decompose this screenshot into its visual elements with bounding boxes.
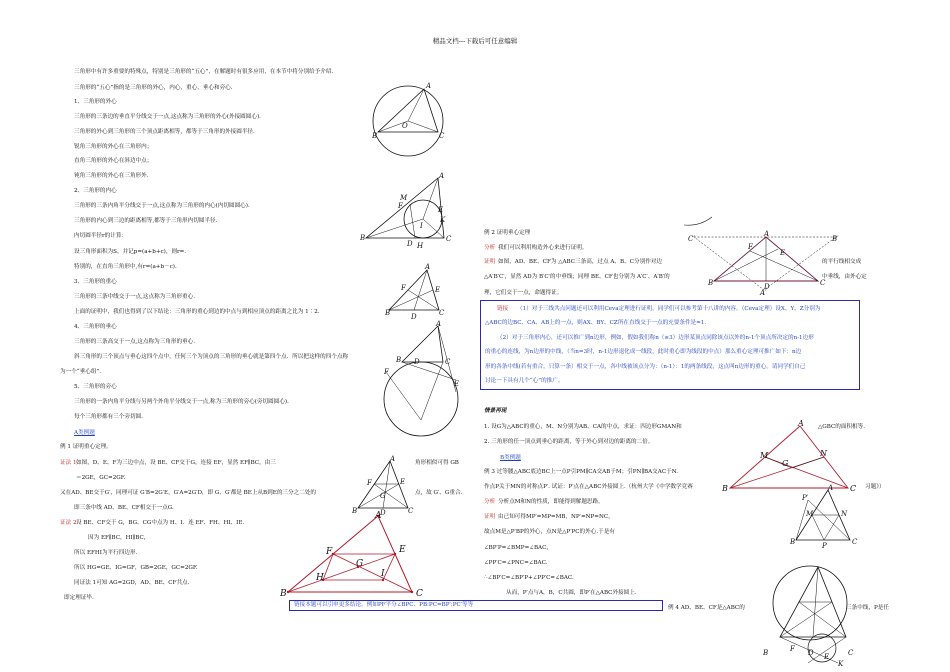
figure-example3 xyxy=(788,486,858,556)
text-line: 三条中线，P是任 xyxy=(846,605,889,611)
text-line: 因为 EF∥BC，HI∥BC， xyxy=(88,535,150,541)
text-line: 又在AD、BE交于G′，同理可证 G′B=2G′E，G′A=2G′D，即 G、G′都是 BE上从B到E的三分之二处的 xyxy=(60,490,316,496)
fig-label: C xyxy=(439,132,445,140)
text-line: 每个三角形都有三个旁切圆. xyxy=(74,414,143,420)
example-2-title: 例 2 证明垂心定理 xyxy=(484,230,531,236)
text-line: 设三角形面积为S，并记p=(a+b+c)，则r=. xyxy=(74,249,187,255)
text-line: ∴∠BP′C=∠BP′P+∠PP′C=∠BAC. xyxy=(484,575,574,581)
fig-label: A xyxy=(439,172,445,180)
fig-label: D xyxy=(411,313,417,321)
fig-label: O xyxy=(402,122,408,130)
figure-centroid xyxy=(385,262,445,320)
text-line: △A′B′C′，显然 AD为 B′C′的中垂线；同理 BE、CF也分别为 A′C′、A′B′的 xyxy=(484,274,670,280)
fig-label: G xyxy=(380,492,386,500)
fig-label: F xyxy=(367,479,372,487)
fig-label: E xyxy=(824,653,830,661)
fig-label: B xyxy=(280,589,287,599)
text-line: 中垂线，由外心定 xyxy=(822,274,867,280)
text-line: 特别的，在直角三角形中,有r=(a+b－c). xyxy=(74,264,177,270)
link-box xyxy=(289,600,663,611)
fig-label: E xyxy=(435,286,441,294)
fig-label: M xyxy=(806,510,814,518)
fig-label: B xyxy=(763,649,769,657)
text-line: 讨论一下具有几个“心”的推广。 xyxy=(485,378,564,384)
fig-label: A xyxy=(375,511,382,521)
fig-label: F xyxy=(398,202,403,210)
fig-label: D xyxy=(407,240,413,248)
text-line: 设 BE、CF交于 G，BG、CG中点为 H、I．连 EF、FH、HI、IE. xyxy=(76,520,245,526)
fig-label: E xyxy=(400,478,406,486)
proof-2-label: 证法 2 xyxy=(60,520,77,526)
text-line: 1. 设G为△ABC的重心，M、N分别为AB、CA的中点，求证：四边形GMAN和 xyxy=(484,424,682,430)
fig-label: B xyxy=(396,356,402,364)
figure-example1-b xyxy=(278,508,438,600)
link-note-box xyxy=(480,300,860,390)
fig-label: B xyxy=(352,507,358,515)
fig-label: A xyxy=(436,320,442,328)
fig-label: P′ xyxy=(802,494,809,502)
proof-3-label: 证明 xyxy=(484,514,496,520)
analysis-3-label: 分析 xyxy=(484,499,496,505)
heading-centroid: 3、三角形的重心 xyxy=(74,279,117,285)
fig-label: C xyxy=(416,589,423,599)
fig-label: H xyxy=(417,242,424,250)
text-line: （1）对于三线共点问题还可以利用Ceva定理进行证明，同学们可以参考第十八讲的内容。（Ceva定理）设X、Y、Z分别为 xyxy=(517,306,821,312)
text-line: 如图，AD、BE、CF为 △ABC三条高，过点 A、B、C分别作对边 xyxy=(498,259,662,265)
fig-label: C′ xyxy=(688,235,695,243)
text-line: △ABC的边BC、CA、AB上的一点，则AX、BY、CZ所在直线交于一点的充要条件是=1. xyxy=(485,320,707,326)
fig-label: B xyxy=(790,538,796,546)
proof-1-label: 证法 1 xyxy=(60,460,77,466)
fig-label: M xyxy=(400,194,408,202)
fig-label: C xyxy=(408,507,414,515)
text-line: 故点M是△P′BP的外心，点N是△P′PC的外心.于是有 xyxy=(484,529,615,535)
heading-incenter: 2、三角形的内心 xyxy=(74,188,117,194)
text-line: 角形相似可得 GB xyxy=(415,460,459,466)
fig-label: A xyxy=(390,455,396,463)
fig-label: I xyxy=(420,222,423,230)
text-line: 如图，D、E、F为三边中点，设 BE、CF交于G，连接 EF，显然 EF∥BC，由三 xyxy=(76,460,276,466)
section-a-title: A类例题 xyxy=(74,430,95,436)
fig-label: A xyxy=(426,82,432,90)
heading-circumcenter: 1、三角形的外心 xyxy=(74,99,117,105)
fig-label: B xyxy=(360,234,366,242)
fig-label: D xyxy=(764,283,770,291)
link-box-text: 链接本题可以引申更多结论，例如PF平分∠BPC、PB:PC=BP′:PC′等等 xyxy=(294,602,474,608)
text-line: 斜三角形的三个顶点与垂心这四个点中，任何三个为顶点的三角形的垂心就是第四个点．所以把这样的四个点称 xyxy=(74,354,349,360)
text-line: 三角形的内心到三边的距离相等,都等于三角形内切圆半径. xyxy=(74,218,218,224)
fig-label: D xyxy=(808,649,814,657)
fig-label: A xyxy=(764,230,770,238)
text-line: 同证法 1可知 AG=2GD，AD、BE、CF共点. xyxy=(74,580,190,586)
fig-label: N xyxy=(820,449,827,458)
fig-label: G xyxy=(782,459,789,468)
fig-label: K xyxy=(440,216,446,224)
text-line: 形的各条中线(若有重合，只算一条）相交于一点，各中线被该点分为：（n-1）：1的两条线段，这点叫n边形的重心。请同学们自己 xyxy=(485,364,806,370)
text-line: 锐角三角形的外心在三角形内； xyxy=(74,144,153,150)
heading-excenter: 5、三角形的旁心 xyxy=(74,384,117,390)
section-b-title: B类例题 xyxy=(500,455,521,461)
text-line: 的平行线相交成 xyxy=(822,259,862,265)
fig-label: N xyxy=(841,510,848,518)
fig-label: D xyxy=(414,358,420,366)
text-line: 作点P关于MN的对称点P′. 试证：P′点在△ABC外接圆上.（杭州大学《中学数学竞赛 xyxy=(484,484,693,490)
text-line: 的重心的连线，为n边形的中线，（当n=3时，n-1边形退化成一线段，此时重心即为线段的中点）那么重心定理可推广如下：n边 xyxy=(485,349,802,355)
fig-label: E xyxy=(780,249,786,257)
fig-label: B xyxy=(385,309,391,317)
fig-label: C xyxy=(446,235,452,243)
fig-label: A xyxy=(798,419,804,428)
text-line: 三角形的三条边的垂直平分线交于一点,这点称为三角形的外心(外接圆圆心). xyxy=(74,114,261,120)
text-line: 即定理证毕. xyxy=(64,595,94,601)
text-line: 分析点M和N的性质，即能得到解题思路。 xyxy=(498,499,604,505)
fig-label: C xyxy=(850,484,857,493)
text-line: 2. 三角形的任一顶点到垂心的距离，等于外心到对边的距离的二倍。 xyxy=(484,439,654,445)
figure-example4 xyxy=(760,555,860,667)
fig-label: C xyxy=(852,538,858,546)
fig-label: C xyxy=(445,358,451,366)
text-line: △GBC的面积相等. xyxy=(818,424,866,430)
fig-label: F xyxy=(748,243,753,251)
text-line: ∠BP′P=∠BMP=∠BAC， xyxy=(484,545,552,551)
figure-orthocenter xyxy=(378,322,458,422)
text-line: 由已知可得MP′=MP=MB，NP′=NP=NC， xyxy=(498,514,614,520)
text-line: 直角三角形的外心在斜边中点； xyxy=(74,158,153,164)
text-line: ∠PP′C=∠PNC=∠BAC. xyxy=(484,560,548,566)
text-line: 从而，P′点与A，B，C共圆，即P′在△ABC外接圆上. xyxy=(506,590,637,596)
example-1-title: 例 1 证明重心定理。 xyxy=(60,444,112,450)
fig-label: F xyxy=(384,368,389,376)
text-line: 例 4 AD、BE、CF是△ABC的 xyxy=(668,605,745,611)
fig-label: B xyxy=(372,132,378,140)
fig-label: A′ xyxy=(760,289,767,297)
text-line: 我们可以利用构造外心来进行证明。 xyxy=(498,245,588,251)
text-line: 上面的证明中，我们也得到了以下结论：三角形的重心到边的中点与到相应顶点的距离之比为 1∶2. xyxy=(74,309,320,315)
text-line: 点，故 G′、G重合. xyxy=(415,490,463,496)
fig-label: B′ xyxy=(832,235,839,243)
text-line: 三角形的一条内角平分线与另两个外角平分线交于一点,称为三角形的旁心(旁切圆圆心). xyxy=(74,399,289,405)
fig-label: E xyxy=(454,380,460,388)
case-title: 情景再现 xyxy=(484,408,507,414)
fig-label: K xyxy=(838,660,844,668)
text-line: 钝角三角形的外心在三角形外. xyxy=(74,173,149,179)
text-line: 所以 HG=GE、IG=GF，GB=2GE，GC=2GF. xyxy=(74,565,198,571)
fig-label: B xyxy=(722,484,728,493)
text-line: 三角形中有许多重要的特殊点，特别是三角形的“五心”，在解题时有很多应用，在本节中将分别给予介绍. xyxy=(74,69,334,75)
text-line: 内切圆半径r的计算： xyxy=(74,233,128,239)
fig-label: B xyxy=(708,279,714,287)
text-line: 三角形的三条中线交于一点,这点称为三角形重心. xyxy=(74,294,196,300)
fig-label: I xyxy=(381,569,385,579)
fig-label: G xyxy=(356,559,364,569)
figure-example2 xyxy=(684,215,854,295)
fig-label: E xyxy=(399,545,406,555)
figure-example1-a xyxy=(350,455,415,517)
text-line: 三角形的“五心”指的是三角形的外心，内心，重心，垂心和旁心. xyxy=(74,85,233,91)
fig-label: E xyxy=(438,206,444,214)
text-line: 即三条中线 AD、BE、CF相交于一点G. xyxy=(74,505,174,511)
text-line: 习题》） xyxy=(865,484,885,490)
text-line: ＝2GE，GC=2GF. xyxy=(76,475,126,481)
text-line: 三角形的三条高交于一点,这点称为三角形的垂心. xyxy=(74,339,196,345)
fig-label: F xyxy=(790,645,795,653)
analysis-label: 分析 xyxy=(484,245,496,251)
fig-label: C xyxy=(820,279,826,287)
text-line: 例 3 过等腰△ABC底边BC上一点P引PM∥CA交AB于M；引PN∥BA交AC于N. xyxy=(484,469,679,475)
page-header: 精品文档---下载后可任意编辑 xyxy=(432,37,518,45)
heading-orthocenter: 4、三角形的垂心 xyxy=(74,324,117,330)
fig-label: C xyxy=(848,649,854,657)
figure-incircle xyxy=(360,172,455,252)
fig-label: A xyxy=(828,484,834,492)
text-line: 所以 EFHI为平行四边形. xyxy=(74,550,138,556)
link-label: 链接 xyxy=(497,306,509,312)
text-line: 为一个“垂心组”． xyxy=(60,369,105,375)
text-line: 理，它们交于一点，命题得证。 xyxy=(484,290,563,296)
fig-label: C xyxy=(439,309,445,317)
fig-label: F xyxy=(326,547,333,557)
fig-label: F xyxy=(401,284,406,292)
text-line: 三角形的三条内角平分线交于一点,这点称为三角形的内心(内切圆圆心). xyxy=(74,203,250,209)
fig-label: A xyxy=(425,263,431,271)
text-line: 三角形的外心到三角形的三个顶点距离相等，都等于三角形的外接圆半径. xyxy=(74,129,255,135)
figure-circumcircle xyxy=(370,80,450,160)
fig-label: M xyxy=(760,451,769,460)
fig-label: D xyxy=(380,509,386,517)
fig-label: H xyxy=(316,573,324,583)
text-line: （2）对于三角形内心，还可以推广到n边形，例如，假如我们称n（≥3）边形某顶点同除该点以外的n-1个顶点所决定的n-1边形 xyxy=(497,335,814,341)
fig-label: P xyxy=(822,542,827,550)
proof-label: 证明 xyxy=(484,259,496,265)
